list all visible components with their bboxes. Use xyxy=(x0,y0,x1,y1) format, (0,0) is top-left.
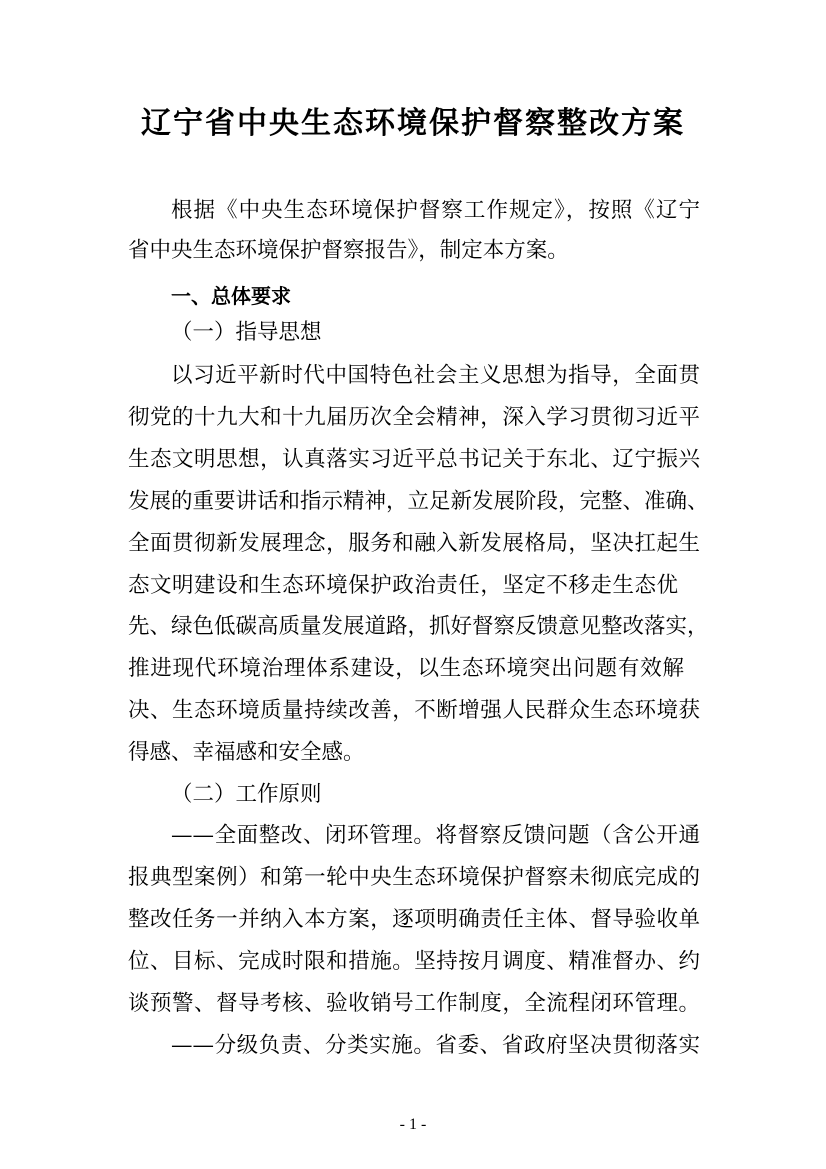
document-title: 辽宁省中央生态环境保护督察整改方案 xyxy=(141,106,685,141)
subsection-heading: （一）指导思想 xyxy=(171,320,322,345)
paragraph-line: 态文明建设和生态环境保护政治责任，坚定不移走生态优 xyxy=(128,573,678,598)
paragraph-line: 全面贯彻新发展理念，服务和融入新发展格局，坚决扛起生 xyxy=(128,531,700,556)
paragraph-line: 报典型案例）和第一轮中央生态环境保护督察未彻底完成的 xyxy=(128,865,700,890)
paragraph-line: 省中央生态环境保护督察报告》，制定本方案。 xyxy=(128,238,569,263)
paragraph-line: 位、目标、完成时限和措施。坚持按月调度、精准督办、约 xyxy=(128,949,700,974)
subsection-heading: （二）工作原则 xyxy=(171,782,322,807)
paragraph-line: 决、生态环境质量持续改善，不断增强人民群众生态环境获 xyxy=(128,698,700,723)
paragraph-line: 以习近平新时代中国特色社会主义思想为指导，全面贯 xyxy=(171,363,700,388)
paragraph-line: 生态文明思想，认真落实习近平总书记关于东北、辽宁振兴 xyxy=(128,447,700,472)
paragraph-line: ——分级负责、分类实施。省委、省政府坚决贯彻落实 xyxy=(171,1033,700,1058)
paragraph-line: 先、绿色低碳高质量发展道路，抓好督察反馈意见整改落实， xyxy=(128,614,709,639)
paragraph-line: 得感、幸福感和安全感。 xyxy=(128,740,365,765)
paragraph-line: 推进现代环境治理体系建设，以生态环境突出问题有效解 xyxy=(128,656,684,681)
paragraph-line: 根据《中央生态环境保护督察工作规定》，按照《辽宁 xyxy=(171,198,700,223)
paragraph-line: 谈预警、督导考核、验收销号工作制度，全流程闭环管理。 xyxy=(128,991,700,1016)
paragraph-line: ——全面整改、闭环管理。将督察反馈问题（含公开通 xyxy=(171,823,700,848)
paragraph-line: 发展的重要讲话和指示精神，立足新发展阶段，完整、准确、 xyxy=(128,489,709,514)
paragraph-line: 彻党的十九大和十九届历次全会精神，深入学习贯彻习近平 xyxy=(128,405,700,430)
paragraph-line: 整改任务一并纳入本方案，逐项明确责任主体、督导验收单 xyxy=(128,907,700,932)
section-heading: 一、总体要求 xyxy=(171,284,291,308)
page-number: - 1 - xyxy=(399,1116,427,1133)
